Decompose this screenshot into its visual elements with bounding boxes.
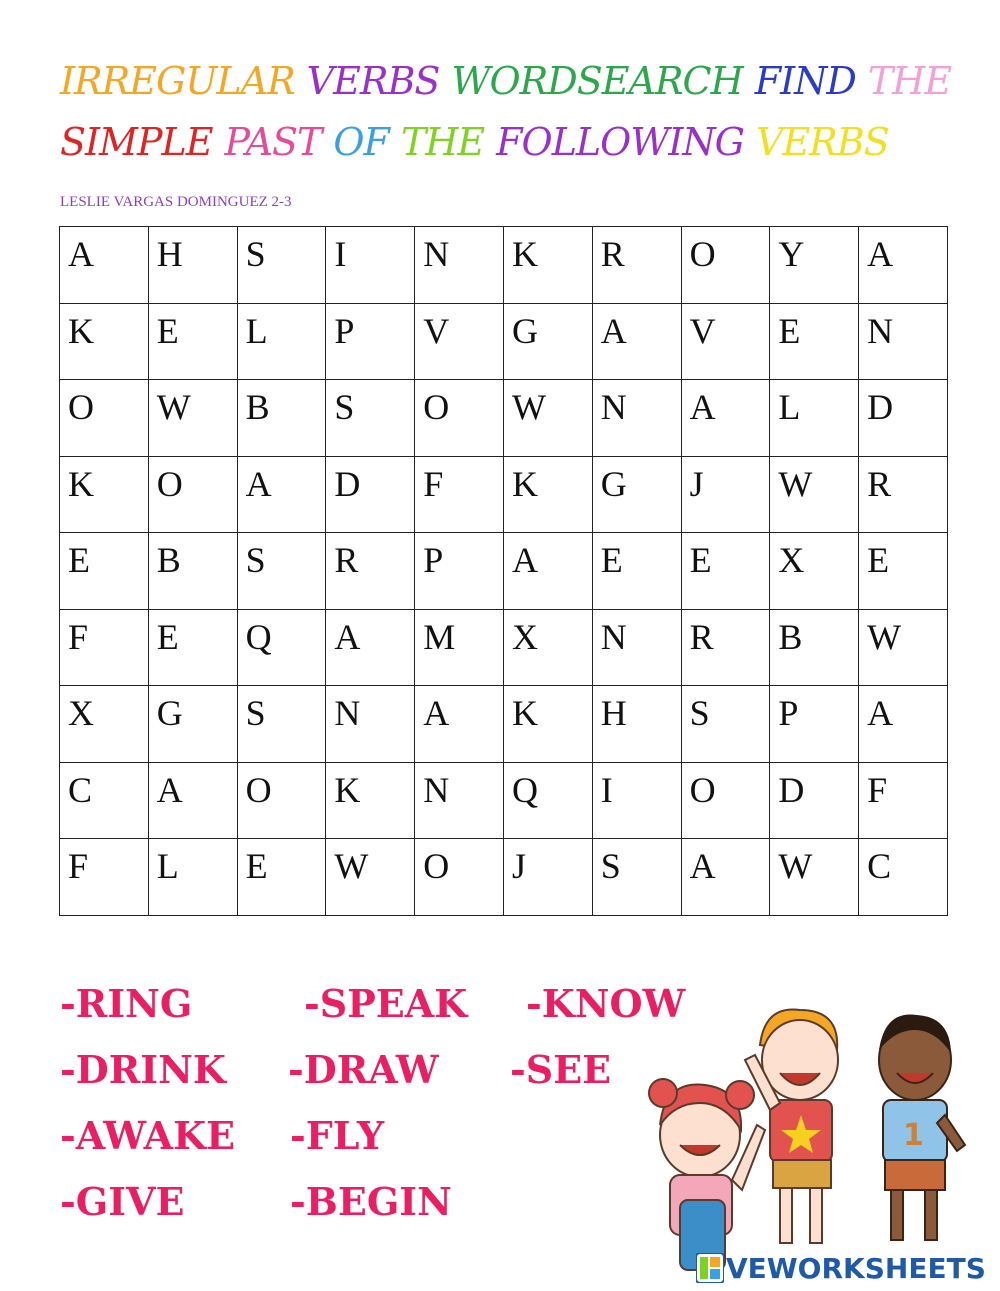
grid-letter: P <box>334 310 355 351</box>
grid-cell[interactable] <box>237 380 326 457</box>
grid-cell[interactable] <box>859 686 948 763</box>
grid-cell[interactable] <box>770 303 859 380</box>
grid-cell[interactable] <box>415 609 504 686</box>
verb-item: -AWAKE <box>60 1113 236 1158</box>
grid-letter: D <box>867 387 894 427</box>
grid-row <box>60 839 948 916</box>
grid-letter: A <box>423 693 450 733</box>
grid-cell[interactable] <box>770 609 859 686</box>
line1-word-2: WORDSEARCH <box>451 59 743 103</box>
grid-letter: E <box>600 540 623 580</box>
verb-item: -BEGIN <box>290 1179 452 1224</box>
grid-letter: M <box>423 616 456 657</box>
line1-word-3: FIND <box>754 59 856 103</box>
grid-cell[interactable] <box>148 456 237 533</box>
grid-row <box>60 762 948 839</box>
grid-cell[interactable] <box>859 227 948 304</box>
grid-cell[interactable] <box>237 456 326 533</box>
grid-letter: B <box>778 616 803 657</box>
grid-letter: J <box>689 463 704 504</box>
verb-item: -GIVE <box>60 1179 185 1224</box>
grid-letter: K <box>511 463 538 504</box>
grid-letter: E <box>867 540 890 580</box>
line1-word-4: THE <box>867 59 952 103</box>
grid-cell[interactable] <box>326 686 415 763</box>
grid-cell[interactable] <box>503 227 592 304</box>
grid-letter: P <box>778 693 799 733</box>
grid-cell[interactable] <box>326 609 415 686</box>
line2-word-3: THE <box>400 120 485 164</box>
grid-letter: Q <box>511 769 538 810</box>
grid-letter: A <box>689 387 716 427</box>
grid-cell[interactable] <box>415 456 504 533</box>
grid-letter: G <box>600 463 627 504</box>
grid-cell[interactable] <box>237 762 326 839</box>
grid-cell[interactable] <box>859 303 948 380</box>
logo-badge-icon <box>696 1253 724 1283</box>
grid-letter: L <box>156 846 179 886</box>
title-line-2 <box>60 120 901 164</box>
grid-cell[interactable] <box>60 303 149 380</box>
grid-letter: E <box>68 540 90 580</box>
grid-letter: L <box>245 310 268 351</box>
grid-letter: B <box>245 387 270 427</box>
grid-letter: O <box>689 769 716 810</box>
grid-cell[interactable] <box>237 609 326 686</box>
grid-letter: E <box>778 310 801 351</box>
grid-cell[interactable] <box>592 609 681 686</box>
grid-letter: W <box>778 463 813 504</box>
grid-letter: F <box>68 846 89 886</box>
grid-row <box>60 609 948 686</box>
grid-letter: N <box>600 387 627 427</box>
grid-letter: E <box>245 846 268 886</box>
grid-cell[interactable] <box>859 609 948 686</box>
grid-cell[interactable] <box>859 456 948 533</box>
grid-cell[interactable] <box>859 533 948 610</box>
grid-cell[interactable] <box>592 227 681 304</box>
grid-letter: E <box>156 616 179 657</box>
grid-letter: V <box>423 310 450 351</box>
grid-cell[interactable] <box>415 686 504 763</box>
grid-letter: R <box>334 540 359 580</box>
grid-cell[interactable] <box>148 839 237 916</box>
verb-item: -SPEAK <box>304 981 468 1026</box>
grid-letter: R <box>689 616 714 657</box>
line2-word-1: PAST <box>224 120 322 164</box>
verb-item: -SEE <box>510 1047 612 1092</box>
grid-cell[interactable] <box>503 686 592 763</box>
grid-letter: S <box>245 234 266 274</box>
grid-letter: Y <box>778 234 805 274</box>
grid-cell[interactable] <box>503 303 592 380</box>
grid-letter: S <box>689 693 710 733</box>
wordsearch-grid <box>59 226 948 916</box>
grid-cell[interactable] <box>681 380 770 457</box>
grid-letter: R <box>867 463 892 504</box>
grid-letter: X <box>511 616 538 657</box>
grid-cell[interactable] <box>415 839 504 916</box>
grid-row <box>60 227 948 304</box>
grid-letter: O <box>423 387 450 427</box>
title-line-1 <box>60 59 963 103</box>
grid-letter: D <box>334 463 361 504</box>
grid-letter: K <box>68 463 94 504</box>
grid-letter: O <box>68 387 94 427</box>
grid-letter: N <box>867 310 894 351</box>
grid-cell[interactable] <box>148 762 237 839</box>
grid-letter: N <box>423 234 450 274</box>
grid-row <box>60 456 948 533</box>
grid-cell[interactable] <box>859 380 948 457</box>
grid-cell[interactable] <box>326 227 415 304</box>
grid-letter: S <box>600 846 621 886</box>
boy-figure-right <box>879 1014 965 1240</box>
line1-word-1: VERBS <box>306 59 440 103</box>
grid-letter: X <box>778 540 805 580</box>
author-name: LESLIE VARGAS DOMINGUEZ 2-3 <box>60 194 292 210</box>
grid-row <box>60 533 948 610</box>
grid-letter: A <box>511 540 538 580</box>
grid-cell[interactable] <box>503 533 592 610</box>
grid-cell[interactable] <box>326 380 415 457</box>
grid-cell[interactable] <box>859 839 948 916</box>
grid-cell[interactable] <box>60 686 149 763</box>
grid-letter: K <box>511 234 538 274</box>
grid-cell[interactable] <box>60 839 149 916</box>
grid-cell[interactable] <box>237 227 326 304</box>
grid-letter: F <box>68 616 89 657</box>
grid-letter: N <box>600 616 627 657</box>
grid-cell[interactable] <box>592 380 681 457</box>
grid-letter: S <box>245 540 266 580</box>
grid-cell[interactable] <box>148 380 237 457</box>
grid-cell[interactable] <box>770 686 859 763</box>
grid-cell[interactable] <box>60 762 149 839</box>
grid-cell[interactable] <box>326 303 415 380</box>
grid-letter: A <box>68 234 94 274</box>
liveworksheets-logo <box>696 1252 986 1285</box>
grid-cell[interactable] <box>237 686 326 763</box>
grid-cell[interactable] <box>681 762 770 839</box>
grid-cell[interactable] <box>681 686 770 763</box>
grid-cell[interactable] <box>681 533 770 610</box>
grid-letter: C <box>867 846 892 886</box>
grid-letter: G <box>156 693 183 733</box>
grid-letter: H <box>156 234 183 274</box>
svg-text:1: 1 <box>903 1118 924 1153</box>
logo-text: VEWORKSHEETS <box>726 1252 986 1285</box>
verb-item: -KNOW <box>526 981 686 1026</box>
line1-word-0: IRREGULAR <box>60 59 295 103</box>
grid-cell[interactable] <box>681 839 770 916</box>
grid-letter: J <box>511 846 526 886</box>
grid-letter: K <box>511 693 538 733</box>
grid-letter: P <box>423 540 444 580</box>
grid-letter: B <box>156 540 181 580</box>
grid-cell[interactable] <box>415 762 504 839</box>
grid-cell[interactable] <box>770 380 859 457</box>
grid-cell[interactable] <box>503 609 592 686</box>
grid-letter: A <box>334 616 361 657</box>
grid-cell[interactable] <box>681 303 770 380</box>
grid-letter: O <box>689 234 716 274</box>
grid-letter: O <box>423 846 450 886</box>
grid-letter: A <box>867 693 894 733</box>
grid-cell[interactable] <box>592 686 681 763</box>
grid-cell[interactable] <box>415 303 504 380</box>
grid-letter: A <box>867 234 894 274</box>
grid-cell[interactable] <box>326 839 415 916</box>
grid-cell[interactable] <box>592 762 681 839</box>
grid-cell[interactable] <box>681 456 770 533</box>
grid-cell[interactable] <box>592 456 681 533</box>
grid-letter: W <box>867 616 902 657</box>
grid-cell[interactable] <box>326 762 415 839</box>
grid-cell[interactable] <box>148 686 237 763</box>
grid-cell[interactable] <box>681 609 770 686</box>
verb-item: -DRINK <box>60 1047 226 1092</box>
grid-cell[interactable] <box>592 533 681 610</box>
grid-cell[interactable] <box>237 839 326 916</box>
grid-letter: S <box>245 693 266 733</box>
grid-letter: R <box>600 234 625 274</box>
kids-illustration <box>645 985 975 1285</box>
grid-letter: W <box>156 387 191 427</box>
grid-cell[interactable] <box>148 533 237 610</box>
grid-letter: Q <box>245 616 272 657</box>
grid-cell[interactable] <box>60 456 149 533</box>
grid-cell[interactable] <box>503 380 592 457</box>
grid-letter: L <box>778 387 801 427</box>
grid-letter: K <box>68 310 94 351</box>
grid-cell[interactable] <box>237 533 326 610</box>
grid-cell[interactable] <box>326 456 415 533</box>
grid-cell[interactable] <box>148 227 237 304</box>
grid-letter: W <box>334 846 369 886</box>
grid-letter: E <box>689 540 712 580</box>
grid-letter: I <box>334 234 347 274</box>
grid-letter: K <box>334 769 361 810</box>
grid-cell[interactable] <box>326 533 415 610</box>
grid-letter: E <box>156 310 179 351</box>
grid-cell[interactable] <box>503 456 592 533</box>
grid-row <box>60 380 948 457</box>
grid-cell[interactable] <box>859 762 948 839</box>
grid-letter: X <box>68 693 94 733</box>
grid-cell[interactable] <box>415 227 504 304</box>
grid-cell[interactable] <box>60 380 149 457</box>
grid-letter: N <box>423 769 450 810</box>
girl-figure <box>649 1079 765 1270</box>
grid-letter: W <box>778 846 813 886</box>
grid-cell[interactable] <box>415 533 504 610</box>
grid-cell[interactable] <box>592 303 681 380</box>
grid-cell[interactable] <box>681 227 770 304</box>
grid-letter: A <box>245 463 272 504</box>
grid-cell[interactable] <box>770 456 859 533</box>
grid-letter: A <box>689 846 716 886</box>
verb-item: -RING <box>60 981 193 1026</box>
grid-cell[interactable] <box>770 227 859 304</box>
grid-cell[interactable] <box>415 380 504 457</box>
grid-cell[interactable] <box>237 303 326 380</box>
grid-letter: G <box>511 310 538 351</box>
grid-letter: I <box>600 769 613 810</box>
grid-letter: C <box>68 769 93 810</box>
grid-letter: D <box>778 769 805 810</box>
grid-letter: V <box>689 310 716 351</box>
grid-letter: O <box>156 463 183 504</box>
grid-cell[interactable] <box>770 762 859 839</box>
grid-cell[interactable] <box>148 303 237 380</box>
line2-word-4: FOLLOWING <box>496 120 744 164</box>
grid-cell[interactable] <box>770 533 859 610</box>
grid-row <box>60 686 948 763</box>
grid-letter: W <box>511 387 546 427</box>
grid-letter: S <box>334 387 355 427</box>
grid-cell[interactable] <box>770 839 859 916</box>
grid-letter: O <box>245 769 272 810</box>
grid-cell[interactable] <box>60 227 149 304</box>
grid-row <box>60 303 948 380</box>
grid-letter: A <box>156 769 183 810</box>
grid-cell[interactable] <box>592 839 681 916</box>
line2-word-0: SIMPLE <box>60 120 213 164</box>
verb-item: -FLY <box>290 1113 385 1158</box>
line2-word-2: OF <box>333 120 389 164</box>
grid-cell[interactable] <box>503 839 592 916</box>
grid-letter: F <box>423 463 444 504</box>
grid-cell[interactable] <box>60 533 149 610</box>
grid-cell[interactable] <box>60 609 149 686</box>
grid-letter: A <box>600 310 627 351</box>
verb-item: -DRAW <box>288 1047 439 1092</box>
grid-cell[interactable] <box>503 762 592 839</box>
grid-letter: N <box>334 693 361 733</box>
grid-letter: H <box>600 693 627 733</box>
grid-cell[interactable] <box>148 609 237 686</box>
line2-word-5: VERBS <box>756 120 889 164</box>
grid-letter: F <box>867 769 888 810</box>
